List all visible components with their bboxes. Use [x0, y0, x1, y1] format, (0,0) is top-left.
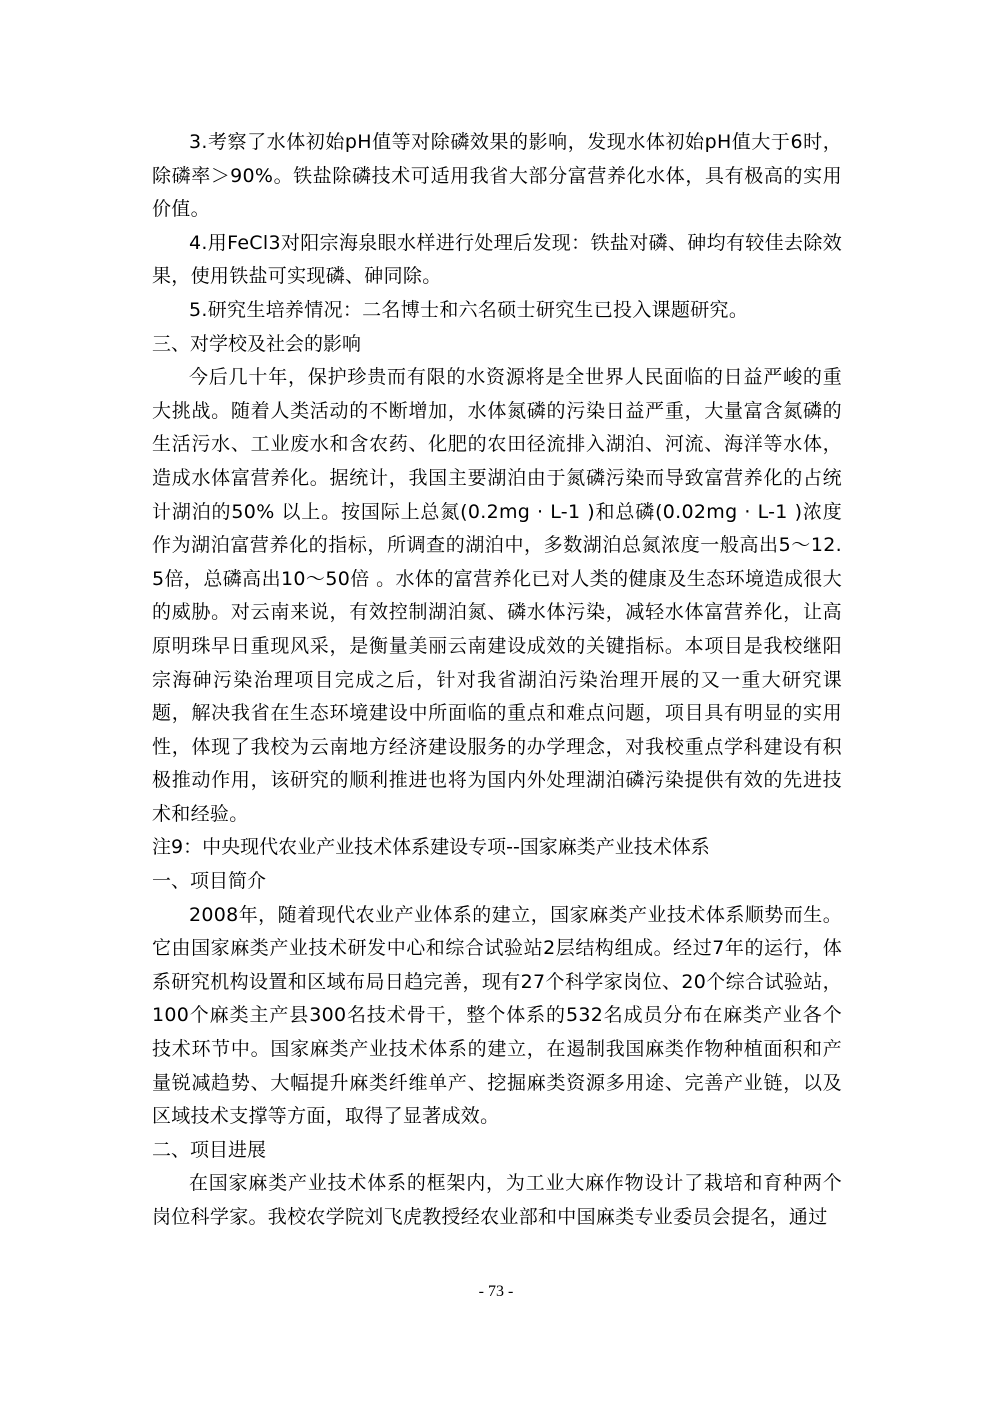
page-number: - 73 - [478, 1283, 514, 1300]
paragraph-project-intro: 2008年，随着现代农业产业体系的建立，国家麻类产业技术体系顺势而生。它由国家麻类产业技术研发中心和综合试验站2层结构组成。经过7年的运行，体系研究机构设置和区域布局日趋完善，现有27个科学家岗位、20个综合试验站，100个麻类主产县300名技术骨干，整个体系的532名成员分布在麻类产业各个技术环节中。国家麻类产业技术体系的建立，在遏制我国麻类作物种植面积和产量锐减趋势、大幅提升麻类纤维单产、挖掘麻类资源多用途、完善产业链，以及区域技术支撑等方面，取得了显著成效。 [152, 903, 842, 1128]
paragraph-impact: 今后几十年，保护珍贵而有限的水资源将是全世界人民面临的日益严峻的重大挑战。随着人类活动的不断增加，水体氮磷的污染日益严重，大量富含氮磷的生活污水、工业废水和含农药、化肥的农田径流排入湖泊、河流、海洋等水体，造成水体富营养化。据统计，我国主要湖泊由于氮磷污染而导致富营养化的占统计湖泊的50% 以上。按国际上总氮(0.2mg · L-1 )和总磷(0.02mg · L-1 )浓度作为湖泊富营养化的指标，所调查的湖泊中，多数湖泊总氮浓度一般高出5～12. 5倍，总磷高出10～50倍 。水体的富营养化已对人类的健康及生态环境造成很大的威胁。对云南来说，有效控制湖泊氮、磷水体污染，减轻水体富营养化，让高原明珠早日重现风采，是衡量美丽云南建设成效的关键指标。本项目是我校继阳宗海砷污染治理项目完成之后，针对我省湖泊污染治理开展的又一重大研究课题，解决我省在生态环境建设中所面临的重点和难点问题，项目具有明显的实用性，体现了我校为云南地方经济建设服务的办学理念，对我校重点学科建设有积极推动作用，该研究的顺利推进也将为国内外处理湖泊磷污染提供有效的先进技术和经验。 [152, 366, 842, 825]
section-heading-impact: 三、对学校及社会的影响 [152, 332, 362, 355]
paragraph-finding-3: 3.考察了水体初始pH值等对除磷效果的影响，发现水体初始pH值大于6时，除磷率＞90%。铁盐除磷技术可适用我省大部分富营养化水体，具有极高的实用价值。 [152, 131, 842, 221]
section-heading-project-intro: 一、项目简介 [152, 870, 267, 893]
document-body [152, 126, 842, 1235]
paragraph-finding-4: 4.用FeCl3对阳宗海泉眼水样进行处理后发现：铁盐对磷、砷均有较佳去除效果，使用铁盐可实现磷、砷同除。 [152, 231, 842, 288]
paragraph-project-progress: 在国家麻类产业技术体系的框架内，为工业大麻作物设计了栽培和育种两个岗位科学家。我校农学院刘飞虎教授经农业部和中国麻类专业委员会提名，通过 [152, 1172, 842, 1228]
note-9-heading: 注9：中央现代农业产业技术体系建设专项--国家麻类产业技术体系 [152, 836, 710, 859]
paragraph-finding-5: 5.研究生培养情况：二名博士和六名硕士研究生已投入课题研究。 [189, 298, 749, 321]
section-heading-project-progress: 二、项目进展 [152, 1138, 267, 1161]
